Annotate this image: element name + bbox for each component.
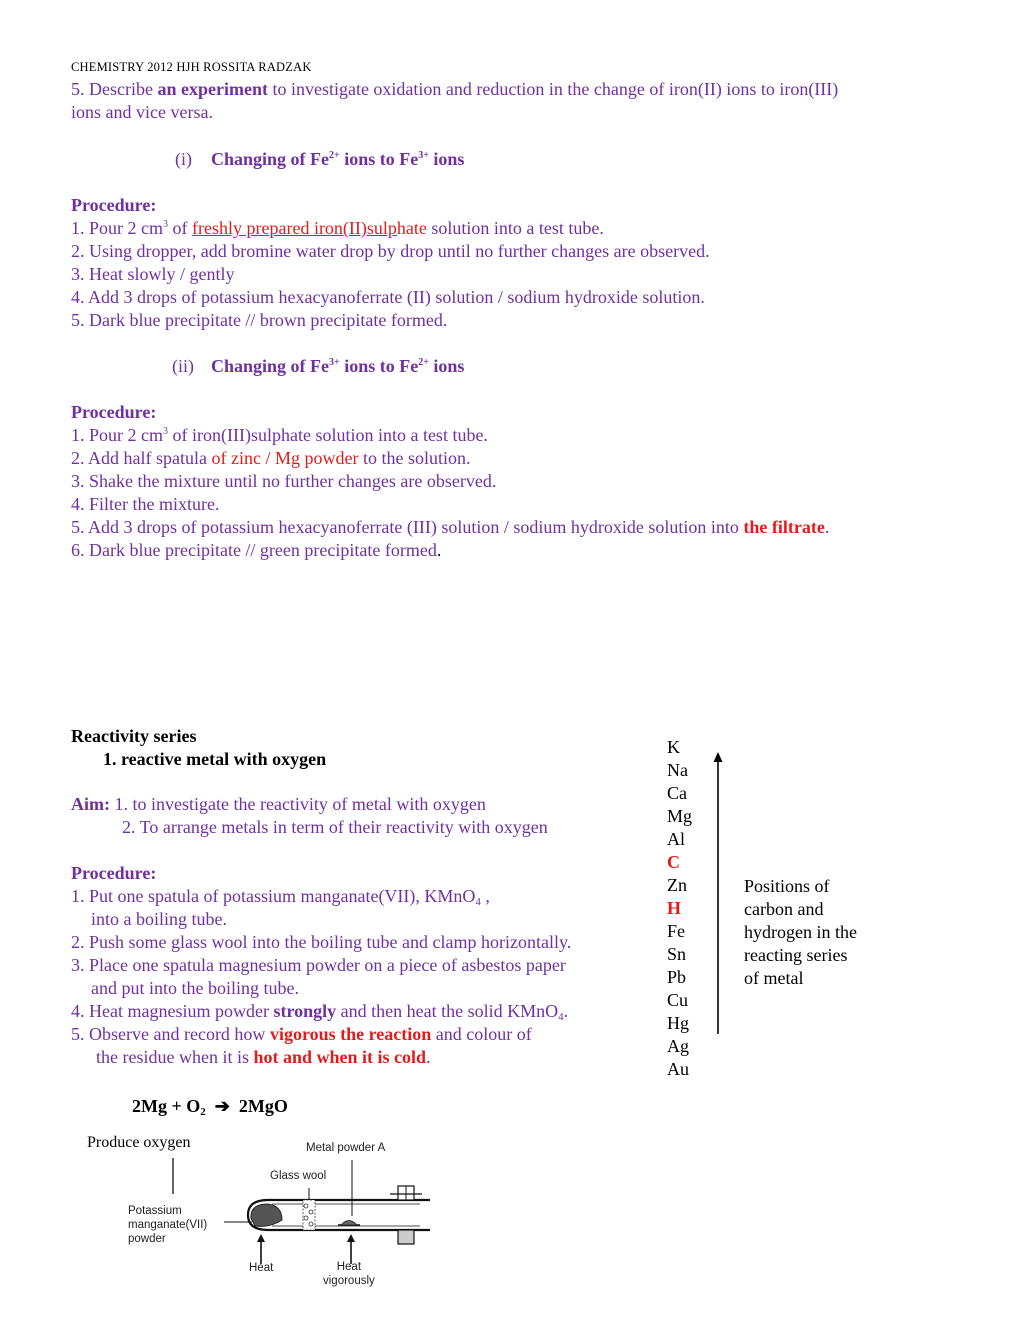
- apparatus-diagram: [120, 1138, 450, 1298]
- note-line-2: carbon and: [744, 899, 824, 919]
- p2s1-sup: 3: [163, 426, 168, 437]
- metal-Ag: Ag: [667, 1036, 689, 1056]
- metal-Au: Au: [667, 1059, 689, 1079]
- metal-K: K: [667, 737, 680, 757]
- r1-a: 1. Put one spatula of potassium manganate(VII), KMnO: [71, 886, 476, 906]
- question-5-line1: [71, 78, 838, 101]
- note-line-5: of metal: [744, 968, 804, 988]
- arrow-right-icon: ➔: [214, 1096, 230, 1116]
- part1-step-4: 4. Add 3 drops of potassium hexacyanoferrate (II) solution / sodium hydroxide solution.: [71, 287, 705, 307]
- reactivity-step-5-cont: [96, 1046, 431, 1069]
- part2-num: (ii): [172, 356, 194, 376]
- part2-step-3: 3. Shake the mixture until no further changes are observed.: [71, 471, 497, 491]
- p2s5-a: 5. Add 3 drops of potassium hexacyanoferrate (III) solution / sodium hydroxide solution into: [71, 517, 744, 537]
- reactivity-step-2: 2. Push some glass wool into the boiling tube and clamp horizontally.: [71, 932, 572, 952]
- p2s5-b: .: [824, 517, 830, 537]
- reactivity-step-3-cont: and put into the boiling tube.: [91, 978, 299, 998]
- p1s1-red: freshly prepared iron(II)sulp: [192, 218, 397, 238]
- r4-bold: strongly: [273, 1001, 337, 1021]
- metal-Na: Na: [667, 760, 688, 780]
- aim-line-2: 2. To arrange metals in term of their reactivity with oxygen: [122, 817, 548, 837]
- kmno4-line-3: powder: [128, 1233, 166, 1245]
- p1s1-sup: 3: [163, 219, 168, 230]
- aim-label: Aim:: [71, 794, 110, 814]
- p1s1-a: 1. Pour 2 cm: [71, 218, 163, 238]
- part1-t3: ions: [428, 149, 465, 169]
- eq-2: 2MgO: [238, 1096, 288, 1116]
- produce-oxygen-label: Produce oxygen: [87, 1134, 191, 1151]
- part2-s2: 2+: [418, 357, 429, 368]
- part2-step-2: [71, 447, 470, 470]
- metal-powder-text: Metal powder A: [306, 1142, 386, 1154]
- reactivity-step-3: 3. Place one spatula magnesium powder on a piece of asbestos paper: [71, 955, 566, 975]
- metal-Al: Al: [667, 829, 685, 849]
- reactivity-step-4: [71, 1000, 568, 1023]
- aim-1: 1. to investigate the reactivity of metal with oxygen: [110, 794, 486, 814]
- part1-step-3: 3. Heat slowly / gently: [71, 264, 235, 284]
- p2s6-a: 6. Dark blue precipitate // green precipitate formed: [71, 540, 437, 560]
- eq-1: 2Mg + O: [132, 1096, 201, 1116]
- note-line-4: reacting series: [744, 945, 848, 965]
- part2-procedure-label: Procedure:: [71, 402, 157, 422]
- reaction-equation: [132, 1095, 288, 1118]
- metal-Zn: Zn: [667, 875, 687, 895]
- part1-step-1: [71, 217, 604, 240]
- r5-red2: hot and when it is cold: [253, 1047, 427, 1067]
- aim-line-1: [71, 793, 486, 816]
- part1-heading: [211, 148, 464, 171]
- p1s1-red2: hate: [396, 218, 427, 238]
- note-line-1: Positions of: [744, 876, 830, 896]
- heat2-line-1: Heat: [336, 1261, 362, 1273]
- part2-t2: ions to Fe: [339, 356, 419, 376]
- q5-num: 5. Describe: [71, 79, 158, 99]
- metal-Pb: Pb: [667, 967, 687, 987]
- reactivity-procedure-label: Procedure:: [71, 863, 157, 883]
- heat-label-2: [323, 1260, 375, 1288]
- metal-Cu: Cu: [667, 990, 689, 1010]
- metal-powder-label: [306, 1142, 385, 1154]
- element-H: H: [667, 898, 682, 918]
- p2s5-red: the filtrate: [743, 517, 825, 537]
- metal-Mg: Mg: [667, 806, 693, 826]
- reactivity-step-5: [71, 1023, 532, 1046]
- r5-b: and colour of: [431, 1024, 532, 1044]
- glass-wool-label: Glass wool: [270, 1170, 327, 1182]
- r4-a: 4. Heat magnesium powder: [71, 1001, 274, 1021]
- reactivity-step-1: [71, 885, 490, 908]
- q5-bold: an experiment: [157, 79, 268, 99]
- p1s1-b: of: [168, 218, 192, 238]
- note-line-3: hydrogen in the: [744, 922, 857, 942]
- p2s1-a: 1. Pour 2 cm: [71, 425, 163, 445]
- heat-label-1: Heat: [249, 1262, 274, 1274]
- r5-red: vigorous the reaction: [269, 1024, 432, 1044]
- question-5-line2: ions and vice versa.: [71, 102, 213, 122]
- part1-t1: Changing of Fe: [211, 149, 330, 169]
- reactivity-step-1-cont: into a boiling tube.: [91, 909, 227, 929]
- part2-step-1: [71, 424, 488, 447]
- kmno4-line-2: manganate(VII): [128, 1219, 208, 1231]
- r5-c: the residue when it is: [96, 1047, 254, 1067]
- metal-Ca: Ca: [667, 783, 687, 803]
- reactivity-arrow-icon: [710, 752, 726, 1036]
- part1-procedure-label: Procedure:: [71, 195, 157, 215]
- part2-step-4: 4. Filter the mixture.: [71, 494, 220, 514]
- part2-step-6: [71, 539, 441, 562]
- part1-step-2: 2. Using dropper, add bromine water drop by drop until no further changes are observed.: [71, 241, 710, 261]
- part2-t3: ions: [428, 356, 465, 376]
- metal-Sn: Sn: [667, 944, 687, 964]
- eq-sub: 2: [200, 1106, 206, 1118]
- part1-s2: 3+: [418, 150, 429, 161]
- part2-heading: [211, 355, 464, 378]
- part2-step-5: [71, 516, 829, 539]
- heat2-line-2: vigorously: [323, 1275, 375, 1287]
- page-header: CHEMISTRY 2012 HJH ROSSITA RADZAK: [71, 60, 312, 74]
- part1-step-5: 5. Dark blue precipitate // brown precipitate formed.: [71, 310, 448, 330]
- p2s6-b: .: [436, 540, 442, 560]
- r1-sub: 4: [475, 896, 481, 908]
- p1s1-c: solution into a test tube.: [426, 218, 604, 238]
- p2s2-b: to the solution.: [358, 448, 471, 468]
- r4-b: and then heat the solid KMnO: [336, 1001, 559, 1021]
- element-C: C: [667, 852, 680, 872]
- r4-c: .: [563, 1001, 569, 1021]
- positions-note: [744, 875, 857, 990]
- kmno4-line-1: Potassium: [128, 1205, 182, 1217]
- part2-t1: Changing of Fe: [211, 356, 330, 376]
- q5-rest1: to investigate oxidation and reduction in the change of iron(II) ions to iron(III): [267, 79, 839, 99]
- r5-a: 5. Observe and record how: [71, 1024, 270, 1044]
- r5-d: .: [426, 1047, 431, 1067]
- metal-Fe: Fe: [667, 921, 685, 941]
- part1-num: (i): [175, 149, 192, 169]
- part1-s1: 2+: [329, 150, 340, 161]
- reactivity-subtitle: 1. reactive metal with oxygen: [103, 749, 327, 769]
- metal-series-list: [667, 736, 692, 1081]
- part2-s1: 3+: [329, 357, 340, 368]
- metal-Hg: Hg: [667, 1013, 689, 1033]
- r4-sub: 4: [558, 1011, 564, 1023]
- r1-b: ,: [480, 886, 490, 906]
- p2s2-red: of zinc / Mg powder: [211, 448, 359, 468]
- kmno4-label: [128, 1204, 207, 1246]
- reactivity-title: Reactivity series: [71, 726, 197, 746]
- p2s2-a: 2. Add half spatula: [71, 448, 212, 468]
- part1-t2: ions to Fe: [339, 149, 419, 169]
- p2s1-b: of iron(III)sulphate solution into a test tube.: [168, 425, 488, 445]
